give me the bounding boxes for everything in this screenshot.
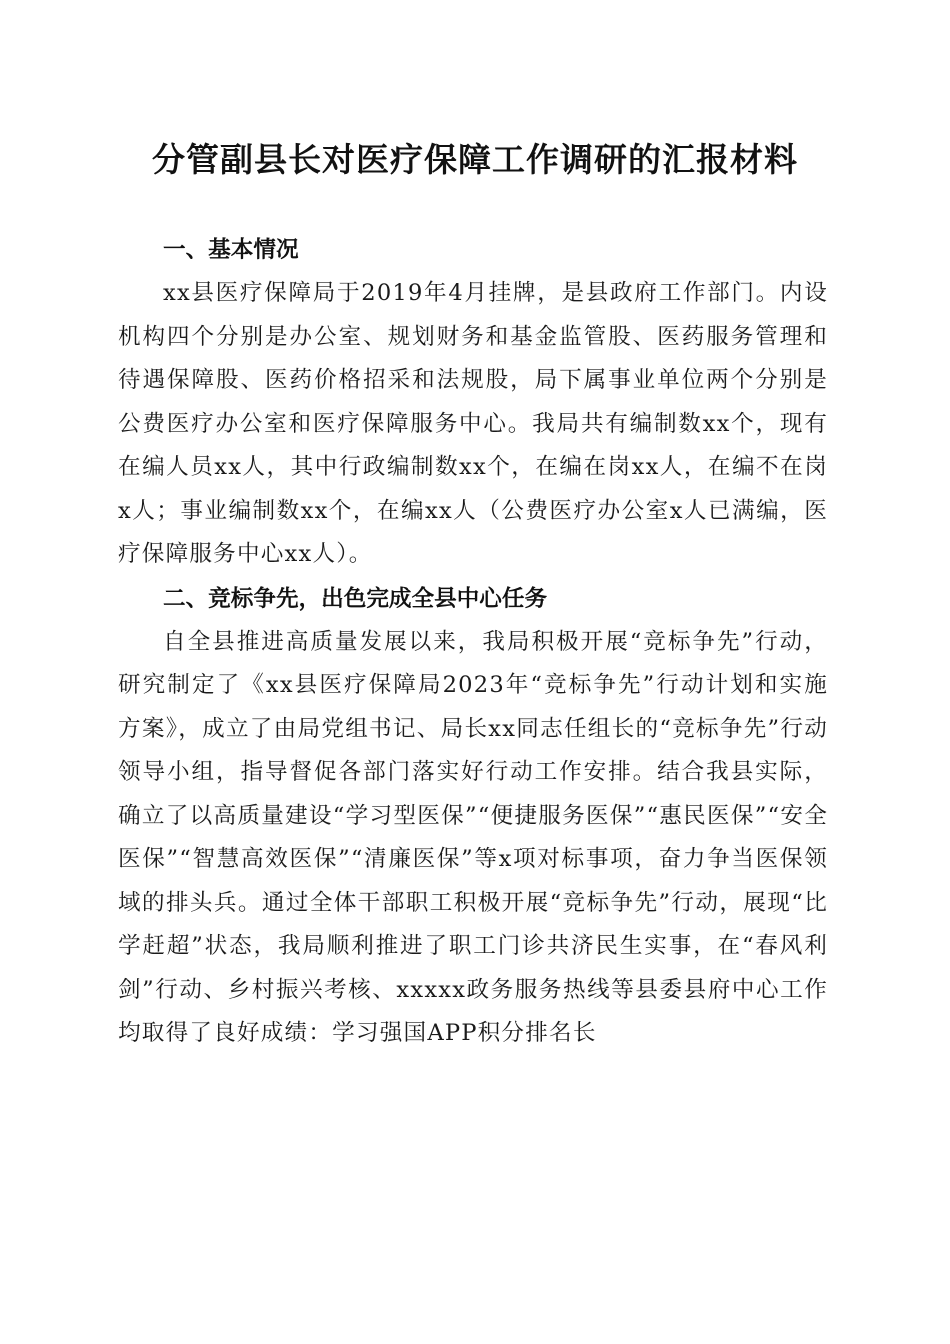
section-heading-competition: 二、竞标争先，出色完成全县中心任务 <box>163 585 548 612</box>
section-paragraph-competition: 自全县推进高质量发展以来，我局积极开展“竞标争先”行动，研究制定了《xx县医疗保障局2023年“竞标争先”行动计划和实施方案》，成立了由局党组书记、局长xx同志任组长的“竞标争先”行动领导小组，指导督促各部门落实好行动工作安排。结合我县实际，确立了以高质量建设“学习型医保”“便捷服务医保”“惠民医保”“安全医保”“智慧高效医保”“清廉医保”等x项对标事项，奋力争当医保领域的排头兵。通过全体干部职工积极开展“竞标争先”行动，展现“比学赶超”状态，我局顺利推进了职工门诊共济民生实事，在“春风利剑”行动、乡村振兴考核、xxxxx政务服务热线等县委县府中心工作均取得了良好成绩：学习强国APP积分排名长 <box>118 628 828 1046</box>
document-body <box>118 228 828 1056</box>
document-title: 分管副县长对医疗保障工作调研的汇报材料 <box>152 140 798 179</box>
section-heading-basic-info: 一、基本情况 <box>163 237 299 263</box>
section-paragraph-basic-info: xx县医疗保障局于2019年4月挂牌，是县政府工作部门。内设机构四个分别是办公室、规划财务和基金监管股、医药服务管理和待遇保障股、医药价格招采和法规股，局下属事业单位两个分别是公费医疗办公室和医疗保障服务中心。我局共有编制数xx个，现有在编人员xx人，其中行政编制数xx个，在编在岗xx人，在编不在岗x人；事业编制数xx个，在编xx人（公费医疗办公室x人已满编，医疗保障服务中心xx人）。 <box>118 280 828 567</box>
